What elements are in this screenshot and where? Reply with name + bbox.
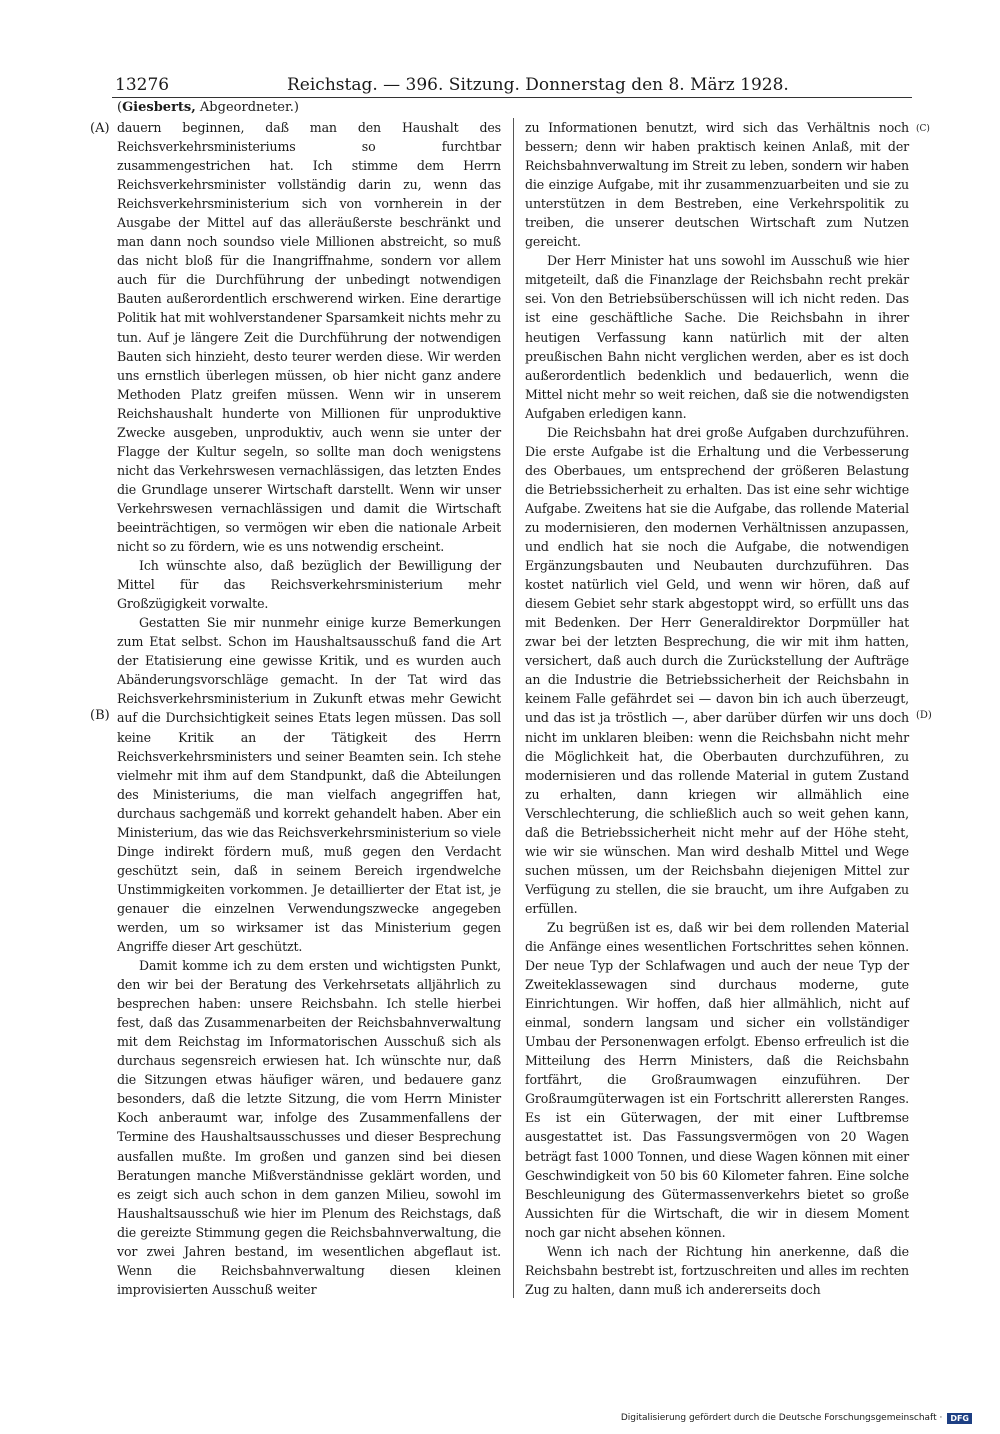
margin-marker-a: (A)	[90, 121, 110, 136]
digitization-footer	[621, 1412, 972, 1424]
speaker-line: (Giesberts, Abgeordneter.)	[117, 100, 299, 115]
right-paragraph: Zu begrüßen ist es, daß wir bei dem rollenden Material die Anfänge eines wesentlichen Fortschrittes sehen können. Der neue Typ der Schlafwagen und auch der neue Typ der Zweiteklassewagen sind durchaus moderne, gute Einrichtungen. Wir hoffen, daß hier allmählich, nicht auf einmal, sondern langsam und sicher ein vollständiger Umbau der Personenwagen erfolgt. Ebenso erfreulich ist die Mitteilung des Herrn Ministers, daß die Reichsbahn fortfährt, die Großraumwagen einzuführen. Der Großraumgüterwagen ist ein Fortschritt allerersten Ranges. Es ist ein Güterwagen, der mit einer Luftbremse ausgestattet ist. Das Fassungsvermögen von 20 Wagen beträgt fast 1000 Tonnen, und diese Wagen können mit einer Geschwindigkeit von 50 bis 60 Kilometer fahren. Eine solche Beschleunigung des Gütermassenverkehrs bietet so große Aussichten für die Wirtschaft, die wir in diesem Moment noch gar nicht absehen können.	[525, 919, 909, 1240]
left-paragraph: Damit komme ich zu dem ersten und wichtigsten Punkt, den wir bei der Beratung des Verkehrsetats alljährlich zu besprechen haben: unsere Reichsbahn. Ich stelle hierbei fest, daß das Zusammenarbeiten der Reichsbahnverwaltung mit dem Reichstag im Informatorischen Ausschuß sich als durchaus segensreich erwiesen hat. Ich wünschte nur, daß die Sitzungen etwas häufiger wären, und bedauere ganz besonders, daß die letzte Sitzung, die vom Herrn Minister Koch anberaumt war, infolge des Zusammenfallens der Termine des Haushaltsausschusses und dieser Besprechung ausfallen mußte. Im großen und ganzen sind bei diesen Beratungen manche Mißverständnisse geklärt worden, und es zeigt sich auch schon in dem ganzen Milieu, sowohl im Haushaltsausschuß wie hier im Plenum des Reichstags, daß die gereizte Stimmung gegen die Reichsbahnverwaltung, die vor zwei Jahren bestand, im wesentlichen abgeflaut ist. Wenn die Reichsbahnverwaltung diesen kleinen improvisierten Ausschuß weiter	[117, 958, 501, 1297]
left-paragraph: Gestatten Sie mir nunmehr einige kurze Bemerkungen zum Etat selbst. Schon im Haushaltsausschuß fand die Art der Etatisierung eine gewisse Kritik, und es wurden auch Abänderungsvorschläge gemacht. In der Tat wird das Reichsverkehrsministerium in Zukunft etwas mehr Gewicht auf die Durchsichtigkeit seines Etats legen müssen. Das soll keine Kritik an der Tätigkeit des Herrn Reichsverkehrsministers und seiner Beamten sein. Ich stehe vielmehr mit ihm auf dem Standpunkt, daß die Abteilungen des Ministeriums, die man vielfach angegriffen hat, durchaus sachgemäß und korrekt gehandelt haben. Aber ein Ministerium, das wie das Reichsverkehrsministerium so viele Dinge indirekt fördern muß, muß gegen den Verdacht geschützt sein, daß in seinem Bereich irgendwelche Unstimmigkeiten vorkommen. Je detaillierter der Etat ist, je genauer die einzelnen Verwendungszwecke angegeben werden, um so wirksamer ist das Ministerium gegen Angriffe dieser Art geschützt.	[117, 615, 501, 955]
header-rule	[112, 97, 912, 98]
footer-text: Digitalisierung gefördert durch die Deutsche Forschungsgemeinschaft ·	[620, 1413, 943, 1423]
margin-marker-d: (D)	[916, 710, 932, 721]
left-column	[117, 118, 501, 1299]
page-title: Reichstag. — 396. Sitzung. Donnerstag den 8. März 1928.	[287, 75, 789, 95]
right-paragraph: Die Reichsbahn hat drei große Aufgaben durchzuführen. Die erste Aufgabe ist die Erhaltung und die Verbesserung des Oberbaues, um entsprechend der größeren Belastung die Betriebssicherheit zu erhalten. Das ist eine sehr wichtige Aufgabe. Zweitens hat sie die Aufgabe, das rollende Material zu modernisieren, den modernen Verhältnissen anzupassen, und endlich hat sie noch die Aufgabe, die notwendigen Ergänzungsbauten und Neubauten durchzuführen. Das kostet natürlich viel Geld, und wenn wir hören, daß auf diesem Gebiet sehr stark abgestoppt wird, so erfüllt uns das mit Bedenken. Der Herr Generaldirektor Dorpmüller hat zwar bei der letzten Besprechung, die wir mit ihm hatten, versichert, daß auch durch die Zurückstellung der Aufträge an die Industrie die Betriebssicherheit der Reichsbahn in keinem Falle gefährdet sei — davon bin ich auch überzeugt, und das ist ja tröstlich —, aber darüber dürfen wir uns doch nicht im unklaren bleiben: wenn die Reichsbahn nicht mehr die Möglichkeit hat, die Oberbauten durchzuführen, zu modernisieren und das rollende Material in gutem Zustand zu erhalten, dann kriegen wir allmählich eine Verschlechterung, die schließlich auch so weit gehen kann, daß die Betriebssicherheit nicht mehr auf der Höhe steht, wie wir sie wünschen. Man wird deshalb Mittel und Wege suchen müssen, um der Reichsbahn diejenigen Mittel zur Verfügung zu stellen, die sie braucht, um ihre Aufgaben zu erfüllen.	[525, 424, 909, 916]
margin-marker-b: (B)	[90, 708, 110, 723]
left-paragraph: dauern beginnen, daß man den Haushalt des Reichsverkehrsministeriums so furchtbar zusammengestrichen hat. Ich stimme dem Herrn Reichsverkehrsminister vollständig darin zu, wenn das Reichsverkehrsministerium sich von vornherein in der Ausgabe der Mittel auf das alleräußerste beschränkt und man dann noch soundso viele Millionen abstreicht, so muß das nicht bloß für die Inangriffnahme, sondern vor allem auch für die Durchführung der unbedingt notwendigen Bauten außerordentlich erschwerend wirken. Eine derartige Politik hat mit wohlverstandener Sparsamkeit nichts mehr zu tun. Auf je längere Zeit die Durchführung der notwendigen Bauten sich hinzieht, desto teurer werden diese. Wir werden uns ernstlich überlegen müssen, ob hier nicht ganz andere Methoden Platz greifen müssen. Wenn wir in unserem Reichshaushalt hunderte von Millionen für unproduktive Zwecke ausgeben, unproduktiv, auch wenn sie unter der Flagge der Kultur segeln, so sollte man doch wenigstens nicht das Verkehrswesen vernachlässigen, das letzten Endes die Grundlage unserer Wirtschaft darstellt. Wenn wir unser Verkehrswesen vernachlässigen und damit die Wirtschaft beeinträchtigen, so vermögen wir eben die nationale Arbeit nicht so zu fördern, wie es uns notwendig erscheint.	[117, 120, 501, 555]
right-column	[525, 118, 909, 1299]
left-paragraph: Ich wünschte also, daß bezüglich der Bewilligung der Mittel für das Reichsverkehrsministerium mehr Großzügigkeit vorwalte.	[117, 558, 501, 612]
right-paragraph: zu Informationen benutzt, wird sich das Verhältnis noch bessern; denn wir haben praktisch keinen Anlaß, mit der Reichsbahnverwaltung im Streit zu leben, sondern wir haben die einzige Aufgabe, mit ihr zusammenzuarbeiten und sie zu unterstützen in dem Bestreben, eine Verkehrspolitik zu treiben, die unserer deutschen Wirtschaft zum Nutzen gereicht.	[525, 120, 909, 250]
page-number: 13276	[115, 75, 170, 95]
column-divider	[513, 118, 514, 1298]
right-paragraph: Der Herr Minister hat uns sowohl im Ausschuß wie hier mitgeteilt, daß die Finanzlage der Reichsbahn recht prekär sei. Von den Betriebsüberschüssen will ich nicht reden. Das ist eine geschäftliche Sache. Die Reichsbahn in ihrer heutigen Verfassung kann natürlich mit der alten preußischen Bahn nicht verglichen werden, aber es ist doch außerordentlich bedenklich und bedauerlich, wenn die Mittel nicht mehr so weit reichen, daß sie die notwendigsten Aufgaben erledigen kann.	[525, 253, 909, 421]
speaker-role: Abgeordneter.	[199, 100, 294, 115]
margin-marker-c: (C)	[916, 124, 930, 134]
dfg-logo: DFG	[947, 1413, 972, 1424]
page-header	[115, 74, 915, 96]
speaker-name: Giesberts,	[122, 100, 196, 115]
right-paragraph: Wenn ich nach der Richtung hin anerkenne, daß die Reichsbahn bestrebt ist, fortzuschreiten und alles im rechten Zug zu halten, dann muß ich andererseits doch	[525, 1243, 909, 1297]
